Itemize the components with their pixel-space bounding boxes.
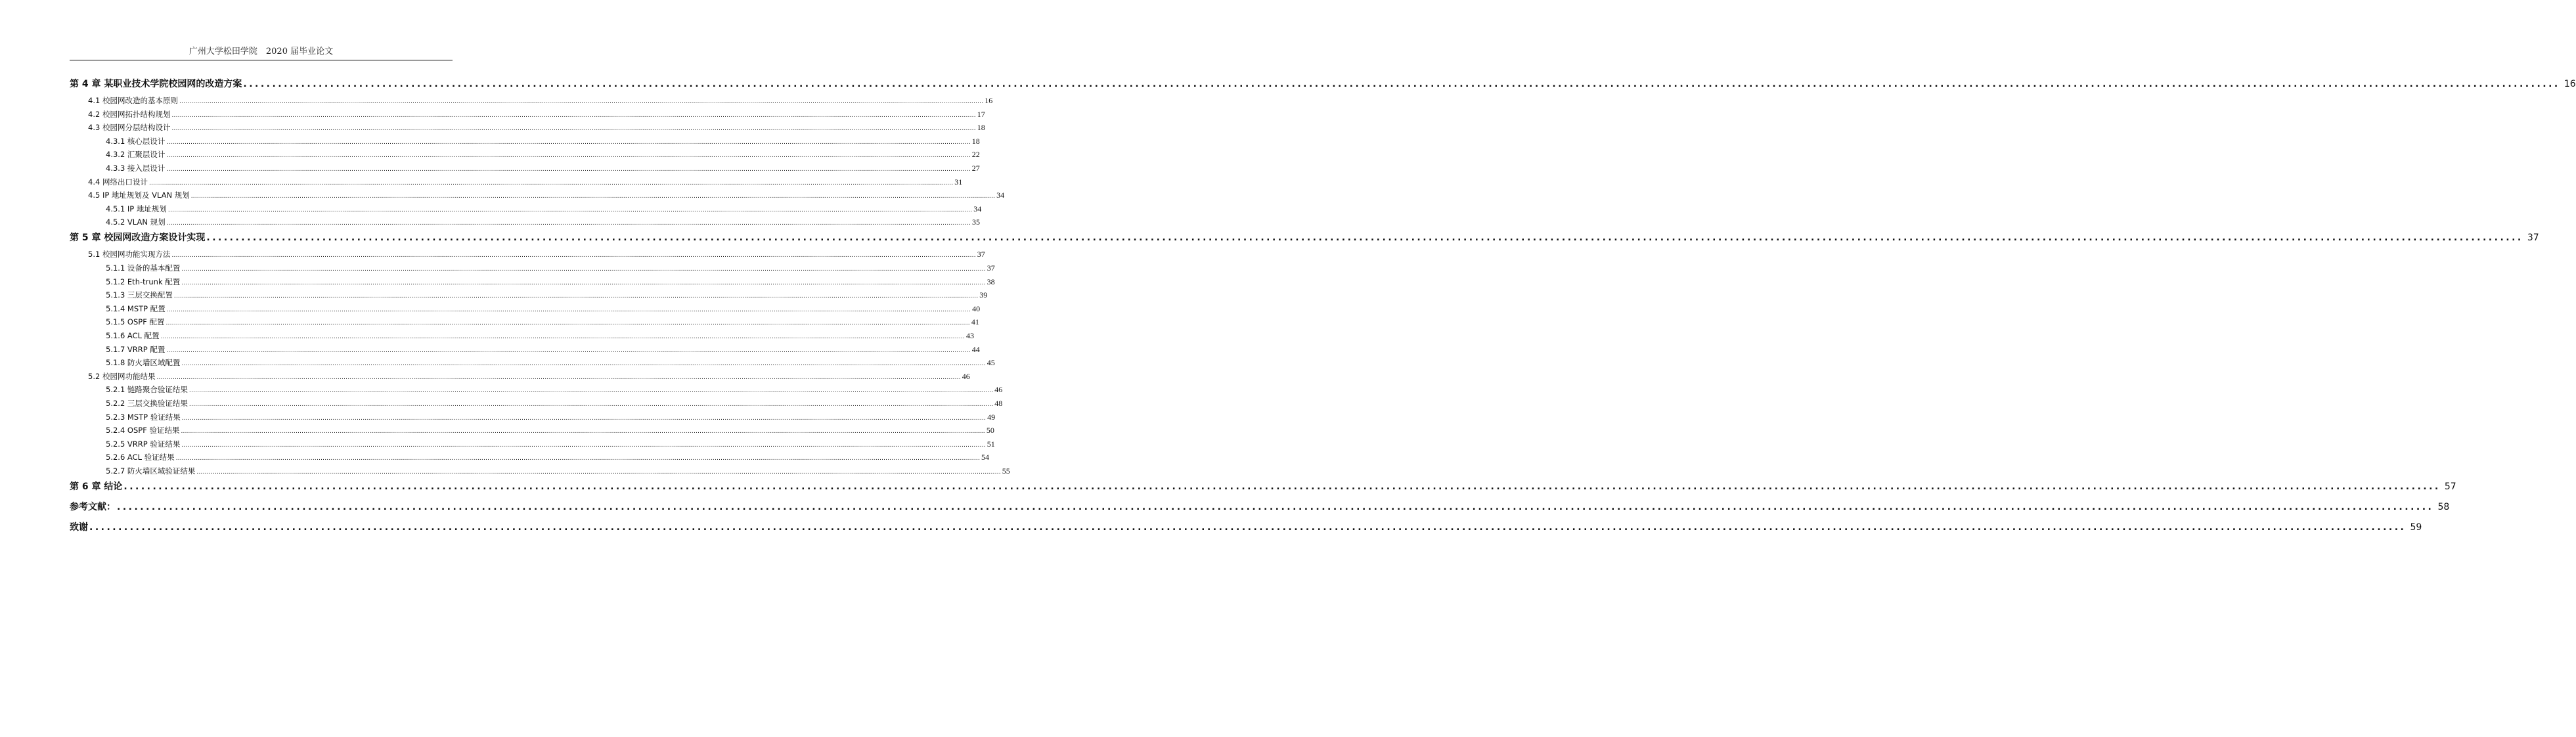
dot-leader: ................................................................................................................................................................................................................................................................................................................................................................................................................: [89, 522, 2407, 533]
toc-page-number: 18: [977, 123, 985, 133]
dot-leader: ................................................................................................................................................................................................................................................................................................................................................................................................................: [171, 112, 976, 119]
dot-leader: ................................................................................................................................................................................................................................................................................................................................................................................................................: [148, 179, 954, 187]
dot-leader: ................................................................................................................................................................................................................................................................................................................................................................................................................: [181, 266, 986, 273]
dot-leader: ................................................................................................................................................................................................................................................................................................................................................................................................................: [166, 152, 971, 160]
toc-page-number: 46: [962, 371, 970, 381]
toc-page-number: 18: [971, 136, 980, 146]
toc-page-number: 40: [972, 303, 981, 313]
toc-page-number: 39: [979, 290, 988, 300]
toc-entry-title: 4.3.3 接入层设计: [106, 164, 166, 173]
dot-leader: ................................................................................................................................................................................................................................................................................................................................................................................................................: [156, 374, 961, 381]
toc-section-entry[interactable]: [106, 288, 988, 302]
toc-section-entry[interactable]: [106, 261, 995, 275]
dot-leader: ................................................................................................................................................................................................................................................................................................................................................................................................................: [243, 79, 2560, 89]
toc-entry-title: 5.1 校园网功能实现方法: [88, 250, 171, 259]
toc-page-number: 50: [986, 426, 994, 436]
dot-leader: ................................................................................................................................................................................................................................................................................................................................................................................................................: [189, 388, 994, 395]
toc-page-number: 34: [973, 204, 982, 213]
toc-entry-title: 5.2.2 三层交换验证结果: [106, 399, 188, 408]
toc-page-number: 22: [971, 150, 980, 160]
toc-page-number: 38: [987, 277, 995, 286]
dot-leader: ................................................................................................................................................................................................................................................................................................................................................................................................................: [179, 99, 984, 105]
toc-entry-title: 4.5 IP 地址规划及 VLAN 规划: [88, 190, 190, 200]
dot-leader: ................................................................................................................................................................................................................................................................................................................................................................................................................: [175, 455, 981, 462]
toc-entry-title: 5.2.1 链路聚合验证结果: [106, 385, 188, 395]
toc-entry-title: 5.2.7 防火墙区域验证结果: [106, 466, 196, 476]
dot-leader: ................................................................................................................................................................................................................................................................................................................................................................................................................: [167, 206, 973, 213]
toc-entry-title: 4.5.1 IP 地址规划: [106, 204, 167, 213]
toc-page-number: 31: [954, 177, 963, 187]
toc-entry-title: 5.1.4 MSTP 配置: [106, 303, 166, 313]
toc-section-entry[interactable]: [106, 437, 995, 451]
toc-page-number: 41: [971, 317, 979, 327]
dot-leader: ................................................................................................................................................................................................................................................................................................................................................................................................................: [171, 252, 976, 259]
dot-leader: ................................................................................................................................................................................................................................................................................................................................................................................................................: [160, 334, 966, 340]
toc-entry-title: 5.1.5 OSPF 配置: [106, 317, 165, 327]
toc-chapter-entry[interactable]: [70, 480, 2456, 494]
toc-page-number: 37: [977, 250, 985, 259]
toc-page-number: 55: [1002, 466, 1010, 476]
toc-section-entry[interactable]: [106, 397, 1003, 410]
dot-leader: ................................................................................................................................................................................................................................................................................................................................................................................................................: [166, 166, 971, 173]
dot-leader: ................................................................................................................................................................................................................................................................................................................................................................................................................: [166, 320, 970, 327]
toc-entry-title: 第 5 章 校园网改造方案设计实现: [70, 233, 206, 244]
toc-section-entry[interactable]: [106, 148, 980, 161]
toc-page-number: 16: [985, 96, 993, 105]
toc-section-entry[interactable]: [106, 451, 990, 464]
toc-entry-title: 致谢: [70, 522, 88, 533]
toc-section-entry[interactable]: [88, 370, 970, 383]
toc-section-entry[interactable]: [106, 356, 995, 369]
toc-entry-title: 5.1.6 ACL 配置: [106, 331, 160, 340]
toc-page-number: 44: [971, 344, 980, 354]
toc-page-number: 49: [987, 412, 996, 422]
dot-leader: ................................................................................................................................................................................................................................................................................................................................................................................................................: [166, 220, 971, 227]
toc-entry-title: 5.1.1 设备的基本配置: [106, 263, 181, 273]
toc-entry-title: 参考文献：: [70, 502, 116, 512]
toc-chapter-entry[interactable]: [70, 231, 2539, 245]
dot-leader: ................................................................................................................................................................................................................................................................................................................................................................................................................: [181, 428, 985, 436]
toc-page-number: 37: [2527, 233, 2539, 244]
toc-page-number: 54: [981, 453, 990, 462]
toc-section-entry[interactable]: [88, 94, 993, 107]
toc-section-entry[interactable]: [106, 302, 981, 315]
toc-page-number: 37: [987, 263, 995, 273]
dot-leader: ................................................................................................................................................................................................................................................................................................................................................................................................................: [206, 233, 2523, 244]
toc-entry-title: 4.4 网络出口设计: [88, 177, 148, 187]
toc-entry-title: 5.2.4 OSPF 验证结果: [106, 426, 180, 436]
toc-entry-title: 4.1 校园网改造的基本原则: [88, 96, 178, 105]
toc-entry-title: 4.3 校园网分层结构设计: [88, 123, 171, 133]
toc-entry-title: 5.2 校园网功能结果: [88, 371, 156, 381]
toc-entry-title: 5.2.3 MSTP 验证结果: [106, 412, 181, 422]
toc-section-entry[interactable]: [106, 162, 980, 175]
toc-entry-title: 4.3.2 汇聚层设计: [106, 150, 166, 160]
dot-leader: ................................................................................................................................................................................................................................................................................................................................................................................................................: [166, 306, 971, 313]
dot-leader: ................................................................................................................................................................................................................................................................................................................................................................................................................: [123, 481, 2441, 492]
dot-leader: ................................................................................................................................................................................................................................................................................................................................................................................................................: [190, 193, 996, 200]
toc-section-entry[interactable]: [106, 424, 994, 437]
dot-leader: ................................................................................................................................................................................................................................................................................................................................................................................................................: [181, 414, 987, 422]
toc-page-number: 45: [987, 358, 995, 368]
toc-section-entry[interactable]: [106, 411, 996, 424]
dot-leader: ................................................................................................................................................................................................................................................................................................................................................................................................................: [173, 293, 979, 300]
toc-entry-title: 第 6 章 结论: [70, 481, 123, 492]
toc-entry-title: 5.1.8 防火墙区域配置: [106, 358, 181, 368]
dot-leader: ................................................................................................................................................................................................................................................................................................................................................................................................................: [181, 361, 986, 368]
toc-page-number: 57: [2444, 481, 2456, 492]
toc-page-number: 51: [987, 439, 995, 449]
toc-section-entry[interactable]: [88, 189, 1005, 202]
toc-page-number: 43: [966, 331, 975, 340]
toc-page-number: 27: [971, 164, 980, 173]
toc-entry-title: 4.5.2 VLAN 规划: [106, 217, 166, 227]
toc-page-number: 48: [994, 399, 1003, 408]
toc-page-number: 58: [2437, 502, 2450, 512]
dot-leader: ................................................................................................................................................................................................................................................................................................................................................................................................................: [166, 347, 971, 354]
toc-entry-title: 5.1.2 Eth-trunk 配置: [106, 277, 181, 286]
toc-section-entry[interactable]: [106, 383, 1003, 396]
toc-page-number: 16: [2564, 79, 2576, 89]
toc-entry-title: 5.2.6 ACL 验证结果: [106, 453, 175, 462]
toc-entry-title: 5.1.3 三层交换配置: [106, 290, 173, 300]
dot-leader: ................................................................................................................................................................................................................................................................................................................................................................................................................: [171, 125, 976, 133]
dot-leader: ................................................................................................................................................................................................................................................................................................................................................................................................................: [196, 469, 1001, 476]
toc-section-entry[interactable]: [106, 215, 980, 229]
toc-section-entry[interactable]: [88, 121, 985, 134]
toc-section-entry[interactable]: [106, 275, 995, 288]
toc-chapter-entry[interactable]: [70, 500, 2450, 514]
toc-page-number: 17: [977, 109, 985, 119]
toc-entry-title: 4.2 校园网拓扑结构规划: [88, 109, 171, 119]
toc-entry-title: 5.1.7 VRRP 配置: [106, 344, 166, 354]
toc-page-number: 35: [971, 217, 980, 227]
toc-section-entry[interactable]: [106, 464, 1010, 478]
toc-chapter-entry[interactable]: [70, 520, 2422, 535]
page-header: 广州大学松田学院 2020 届毕业论文: [189, 47, 334, 56]
toc-section-entry[interactable]: [88, 248, 985, 261]
toc-entry-title: 5.2.5 VRRP 验证结果: [106, 439, 181, 449]
toc-entry-title: 4.3.1 核心层设计: [106, 136, 166, 146]
dot-leader: ................................................................................................................................................................................................................................................................................................................................................................................................................: [189, 401, 994, 408]
toc-page-number: 34: [996, 190, 1005, 200]
toc-page-number: 59: [2410, 522, 2422, 533]
toc-section-entry[interactable]: [106, 315, 979, 328]
toc-page-number: 46: [994, 385, 1003, 395]
dot-leader: ................................................................................................................................................................................................................................................................................................................................................................................................................: [181, 441, 986, 449]
toc-section-entry[interactable]: [106, 202, 982, 215]
toc-section-entry[interactable]: [106, 343, 980, 356]
dot-leader: ................................................................................................................................................................................................................................................................................................................................................................................................................: [117, 502, 2434, 512]
toc-section-entry[interactable]: [106, 329, 975, 342]
toc-section-entry[interactable]: [106, 135, 980, 148]
toc-section-entry[interactable]: [88, 108, 985, 121]
toc-section-entry[interactable]: [88, 175, 963, 189]
toc-chapter-entry[interactable]: [70, 77, 2576, 91]
toc-entry-title: 第 4 章 某职业技术学院校园网的改造方案: [70, 79, 242, 89]
dot-leader: ................................................................................................................................................................................................................................................................................................................................................................................................................: [166, 139, 971, 146]
dot-leader: ................................................................................................................................................................................................................................................................................................................................................................................................................: [181, 279, 986, 286]
